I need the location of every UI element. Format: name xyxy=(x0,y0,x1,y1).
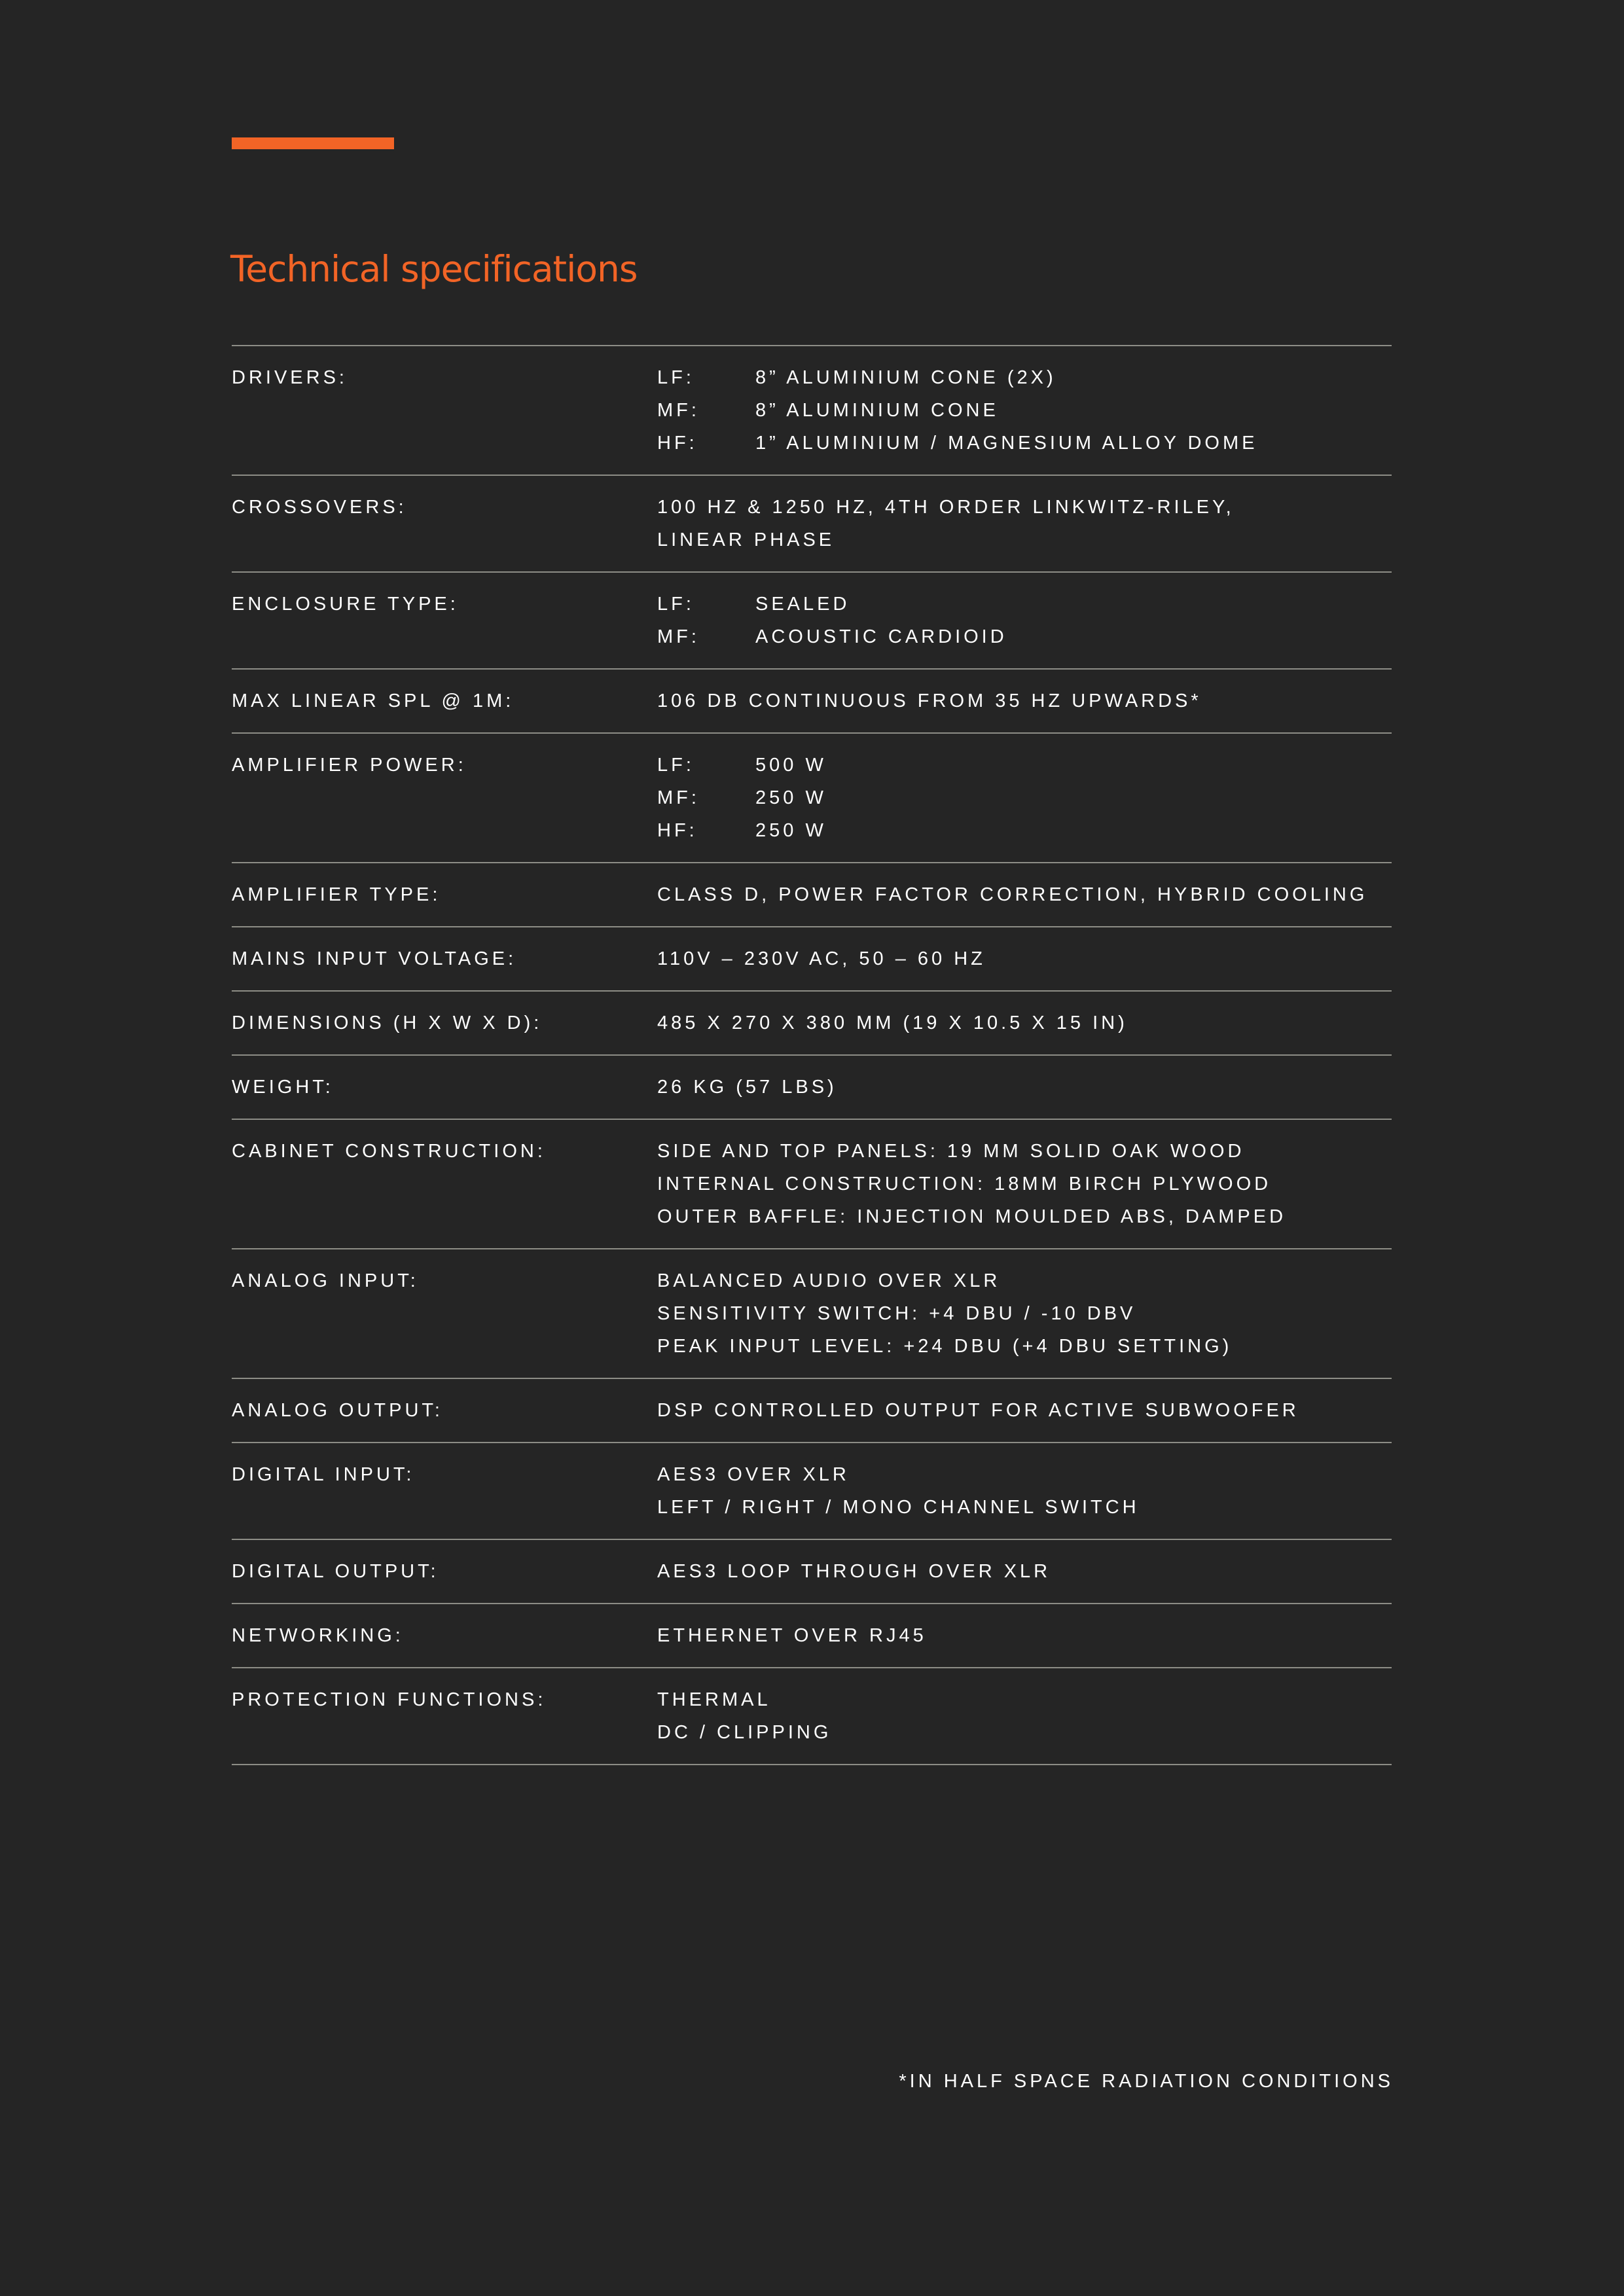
spec-value: AES3 LOOP THROUGH OVER XLR xyxy=(657,1561,1051,1582)
spec-value: ETHERNET OVER RJ45 xyxy=(657,1625,927,1646)
spec-value: CLASS D, POWER FACTOR CORRECTION, HYBRID COOLING xyxy=(657,884,1368,905)
spec-row xyxy=(232,1668,1392,1765)
spec-value-line xyxy=(657,1330,1392,1363)
spec-values xyxy=(657,1265,1392,1363)
spec-label: MAINS INPUT VOLTAGE: xyxy=(232,948,517,969)
spec-value-line xyxy=(657,942,1392,975)
spec-value-line xyxy=(657,878,1392,911)
spec-value: 110V – 230V AC, 50 – 60 HZ xyxy=(657,948,986,969)
spec-value-line xyxy=(657,1007,1392,1039)
spec-value-line xyxy=(657,1297,1392,1330)
spec-value: 500 W xyxy=(755,755,827,776)
spec-sub-label: MF: xyxy=(657,787,700,808)
spec-values xyxy=(657,1619,1392,1652)
spec-row xyxy=(232,992,1392,1056)
spec-sub-label: MF: xyxy=(657,400,700,421)
spec-value-line xyxy=(657,620,1392,653)
spec-label: WEIGHT: xyxy=(232,1077,334,1098)
spec-label: ANALOG INPUT: xyxy=(232,1270,419,1291)
spec-value-line xyxy=(657,524,1392,556)
spec-values xyxy=(657,361,1392,459)
spec-values xyxy=(657,749,1392,847)
spec-values xyxy=(657,1071,1392,1103)
spec-row xyxy=(232,1249,1392,1379)
spec-value-line xyxy=(657,361,1392,394)
spec-row xyxy=(232,1443,1392,1540)
spec-value: 100 HZ & 1250 HZ, 4TH ORDER LINKWITZ-RILEY, xyxy=(657,497,1235,518)
spec-label: DRIVERS: xyxy=(232,367,348,388)
spec-values xyxy=(657,685,1392,717)
spec-label: ENCLOSURE TYPE: xyxy=(232,594,459,615)
spec-value: 250 W xyxy=(755,787,827,808)
spec-sub-label: MF: xyxy=(657,626,700,647)
spec-row xyxy=(232,476,1392,573)
spec-row xyxy=(232,346,1392,476)
spec-value: ACOUSTIC CARDIOID xyxy=(755,626,1007,647)
spec-values xyxy=(657,1007,1392,1039)
spec-values xyxy=(657,491,1392,556)
spec-label: AMPLIFIER TYPE: xyxy=(232,884,441,905)
spec-value: OUTER BAFFLE: INJECTION MOULDED ABS, DAMPED xyxy=(657,1206,1287,1227)
spec-label: CROSSOVERS: xyxy=(232,497,407,518)
spec-table xyxy=(232,345,1392,1765)
spec-value-line xyxy=(657,394,1392,427)
spec-value-line xyxy=(657,491,1392,524)
spec-value-line xyxy=(657,1394,1392,1427)
spec-value-line xyxy=(657,1555,1392,1588)
spec-value: INTERNAL CONSTRUCTION: 18MM BIRCH PLYWOOD xyxy=(657,1174,1272,1194)
spec-row xyxy=(232,1120,1392,1249)
spec-value: SIDE AND TOP PANELS: 19 MM SOLID OAK WOOD xyxy=(657,1141,1245,1162)
spec-value: 106 DB CONTINUOUS FROM 35 HZ UPWARDS* xyxy=(657,691,1202,711)
spec-values xyxy=(657,1458,1392,1524)
footnote: *IN HALF SPACE RADIATION CONDITIONS xyxy=(899,2071,1394,2092)
spec-value: 1” ALUMINIUM / MAGNESIUM ALLOY DOME xyxy=(755,433,1258,454)
spec-row xyxy=(232,927,1392,992)
spec-value-line xyxy=(657,1491,1392,1524)
spec-value-line xyxy=(657,814,1392,847)
spec-values xyxy=(657,942,1392,975)
spec-value-line xyxy=(657,588,1392,620)
spec-label: AMPLIFIER POWER: xyxy=(232,755,467,776)
spec-value: LINEAR PHASE xyxy=(657,529,835,550)
spec-value-line xyxy=(657,749,1392,781)
spec-value: BALANCED AUDIO OVER XLR xyxy=(657,1270,1001,1291)
spec-sub-label: HF: xyxy=(657,433,698,454)
spec-value: 8” ALUMINIUM CONE xyxy=(755,400,999,421)
spec-label: PROTECTION FUNCTIONS: xyxy=(232,1689,547,1710)
spec-value: AES3 OVER XLR xyxy=(657,1464,850,1485)
spec-value: DSP CONTROLLED OUTPUT FOR ACTIVE SUBWOOFER xyxy=(657,1400,1299,1421)
spec-value: 250 W xyxy=(755,820,827,841)
spec-label: MAX LINEAR SPL @ 1M: xyxy=(232,691,514,711)
spec-label: DIGITAL INPUT: xyxy=(232,1464,415,1485)
accent-bar xyxy=(232,137,394,149)
spec-value-line xyxy=(657,1458,1392,1491)
spec-values xyxy=(657,1135,1392,1233)
spec-row xyxy=(232,734,1392,863)
spec-label: CABINET CONSTRUCTION: xyxy=(232,1141,546,1162)
spec-value: THERMAL xyxy=(657,1689,771,1710)
spec-value: SEALED xyxy=(755,594,850,615)
spec-row xyxy=(232,1604,1392,1668)
spec-value: 485 X 270 X 380 MM (19 X 10.5 X 15 IN) xyxy=(657,1013,1128,1033)
spec-label: NETWORKING: xyxy=(232,1625,404,1646)
spec-value: 8” ALUMINIUM CONE (2X) xyxy=(755,367,1056,388)
spec-row xyxy=(232,863,1392,927)
spec-value-line xyxy=(657,781,1392,814)
spec-value: 26 KG (57 LBS) xyxy=(657,1077,837,1098)
spec-values xyxy=(657,1394,1392,1427)
spec-value-line xyxy=(657,1168,1392,1200)
spec-sub-label: LF: xyxy=(657,755,695,776)
page-title: Technical specifications xyxy=(230,248,638,290)
spec-values xyxy=(657,1555,1392,1588)
spec-value-line xyxy=(657,1135,1392,1168)
spec-value-line xyxy=(657,1619,1392,1652)
spec-value-line xyxy=(657,1071,1392,1103)
spec-values xyxy=(657,588,1392,653)
spec-label: DIGITAL OUTPUT: xyxy=(232,1561,439,1582)
spec-value: DC / CLIPPING xyxy=(657,1722,832,1743)
spec-sub-label: LF: xyxy=(657,367,695,388)
spec-row xyxy=(232,573,1392,670)
spec-value: PEAK INPUT LEVEL: +24 DBU (+4 DBU SETTING) xyxy=(657,1336,1233,1357)
spec-row xyxy=(232,1056,1392,1120)
spec-label: DIMENSIONS (H X W X D): xyxy=(232,1013,543,1033)
spec-sub-label: LF: xyxy=(657,594,695,615)
spec-values xyxy=(657,878,1392,911)
spec-value-line xyxy=(657,1683,1392,1716)
spec-value: LEFT / RIGHT / MONO CHANNEL SWITCH xyxy=(657,1497,1140,1518)
spec-row xyxy=(232,670,1392,734)
spec-value-line xyxy=(657,427,1392,459)
spec-sub-label: HF: xyxy=(657,820,698,841)
spec-value-line xyxy=(657,1200,1392,1233)
spec-value-line xyxy=(657,685,1392,717)
spec-label: ANALOG OUTPUT: xyxy=(232,1400,443,1421)
spec-row xyxy=(232,1379,1392,1443)
spec-value-line xyxy=(657,1265,1392,1297)
spec-value: SENSITIVITY SWITCH: +4 DBU / -10 DBV xyxy=(657,1303,1136,1324)
spec-row xyxy=(232,1540,1392,1604)
spec-values xyxy=(657,1683,1392,1749)
spec-value-line xyxy=(657,1716,1392,1749)
